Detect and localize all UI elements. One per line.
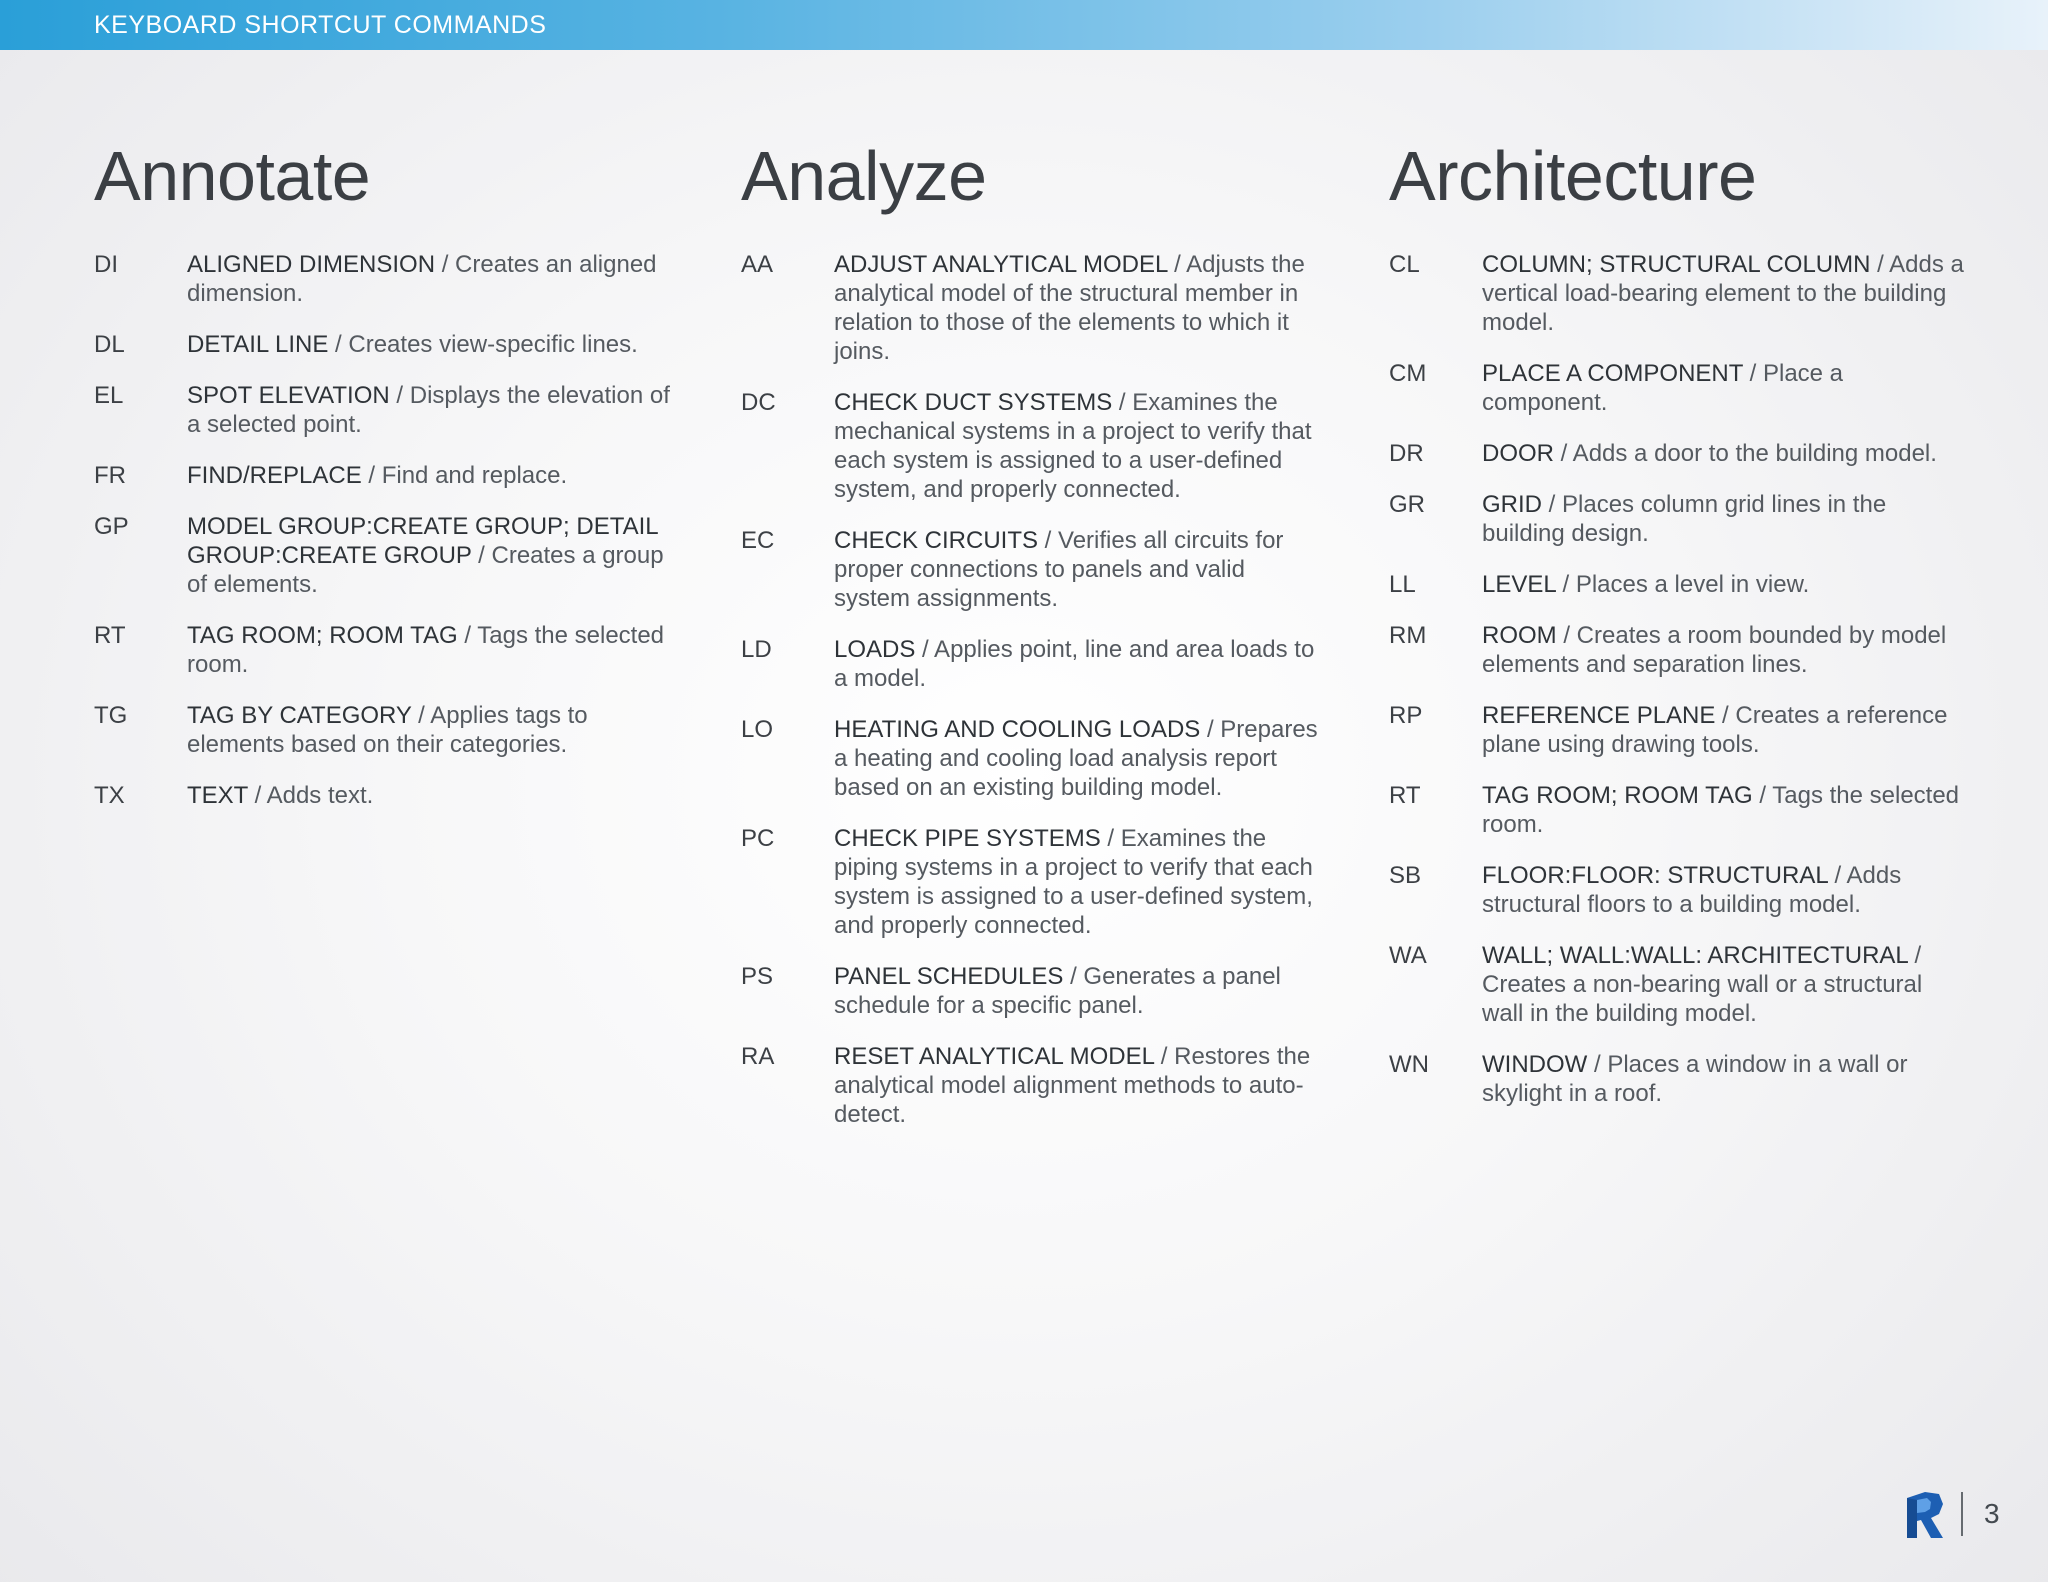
command-description: / Verifies all circuits for proper connections to panels and valid system assignments.	[834, 527, 1284, 612]
shortcut-text	[834, 824, 1321, 940]
shortcut-key: CM	[1389, 360, 1427, 387]
command-name: ADJUST ANALYTICAL MODEL	[834, 251, 1168, 278]
shortcut-entry	[1389, 621, 1969, 679]
shortcut-entry	[1389, 941, 1969, 1028]
shortcut-text	[1482, 861, 1969, 919]
shortcut-text	[834, 526, 1321, 613]
command-description: / Applies tags to elements based on their categories.	[187, 702, 588, 758]
shortcut-key: RT	[1389, 782, 1421, 809]
footer-divider	[1961, 1492, 1963, 1536]
shortcut-text	[1482, 490, 1969, 548]
shortcut-key: WN	[1389, 1051, 1429, 1078]
shortcut-key: FR	[94, 462, 126, 489]
shortcut-key: RP	[1389, 702, 1423, 729]
command-description: / Place a component.	[1482, 360, 1844, 416]
command-name: CHECK CIRCUITS	[834, 527, 1039, 554]
shortcut-entry	[741, 1042, 1321, 1129]
command-description: / Places a level in view.	[1555, 571, 1810, 598]
shortcut-entry	[1389, 439, 1969, 468]
command-description: / Creates an aligned dimension.	[187, 251, 657, 307]
command-description: / Creates a non-bearing wall or a structural wall in the building model.	[1482, 942, 1923, 1027]
command-name: MODEL GROUP:CREATE GROUP; DETAIL GROUP:CREATE GROUP	[187, 513, 658, 569]
shortcut-key: PS	[741, 963, 774, 990]
shortcut-text	[187, 701, 674, 759]
shortcut-entry	[741, 962, 1321, 1020]
shortcut-text	[834, 250, 1321, 366]
shortcut-key: LD	[741, 636, 772, 663]
shortcut-text	[187, 512, 674, 599]
shortcut-key: DI	[94, 251, 118, 278]
shortcut-text	[187, 250, 674, 308]
command-name: FIND/REPLACE	[187, 462, 362, 489]
command-name: CHECK PIPE SYSTEMS	[834, 825, 1101, 852]
shortcut-key: RM	[1389, 622, 1427, 649]
shortcut-key: EL	[94, 382, 124, 409]
command-name: DOOR	[1482, 440, 1554, 467]
shortcut-key: RT	[94, 622, 126, 649]
command-name: PLACE A COMPONENT	[1482, 360, 1743, 387]
shortcut-entry	[94, 621, 674, 679]
shortcut-key: GP	[94, 513, 129, 540]
command-description: / Creates a group of elements.	[187, 542, 664, 598]
command-description: / Adds a door to the building model.	[1554, 440, 1937, 467]
shortcut-text	[1482, 439, 1969, 468]
command-description: / Creates view-specific lines.	[328, 331, 638, 358]
shortcut-text	[834, 635, 1321, 693]
shortcut-entry	[94, 781, 674, 810]
shortcut-text	[187, 381, 674, 439]
shortcut-text	[834, 715, 1321, 802]
shortcut-text	[1482, 1050, 1969, 1108]
command-name: RESET ANALYTICAL MODEL	[834, 1043, 1155, 1070]
revit-logo-icon	[1903, 1490, 1947, 1540]
command-name: COLUMN; STRUCTURAL COLUMN	[1482, 251, 1871, 278]
command-name: WINDOW	[1482, 1051, 1588, 1078]
command-name: HEATING AND COOLING LOADS	[834, 716, 1201, 743]
command-name: TAG ROOM; ROOM TAG	[1482, 782, 1753, 809]
shortcut-text	[1482, 941, 1969, 1028]
shortcut-entry	[94, 512, 674, 599]
command-name: FLOOR:FLOOR: STRUCTURAL	[1482, 862, 1828, 889]
shortcut-entry	[741, 635, 1321, 693]
column-annotate	[94, 136, 674, 832]
command-description: / Adds structural floors to a building model.	[1482, 862, 1902, 918]
shortcut-key: TG	[94, 702, 128, 729]
shortcut-key: DC	[741, 389, 776, 416]
command-name: GRID	[1482, 491, 1542, 518]
command-description: / Adjusts the analytical model of the structural member in relation to those of the elements to which it joins.	[834, 251, 1305, 365]
shortcut-key: TX	[94, 782, 125, 809]
shortcut-text	[1482, 701, 1969, 759]
command-name: PANEL SCHEDULES	[834, 963, 1064, 990]
shortcut-entry	[94, 330, 674, 359]
shortcut-entry	[1389, 359, 1969, 417]
command-description: / Creates a reference plane using drawing tools.	[1482, 702, 1948, 758]
command-description: / Prepares a heating and cooling load analysis report based on an existing building model.	[834, 716, 1318, 801]
command-description: / Displays the elevation of a selected point.	[187, 382, 670, 438]
shortcut-text	[834, 388, 1321, 504]
command-description: / Places column grid lines in the building design.	[1482, 491, 1887, 547]
shortcut-key: WA	[1389, 942, 1427, 969]
column-heading: Analyze	[741, 137, 987, 215]
shortcut-entry	[741, 526, 1321, 613]
command-description: / Restores the analytical model alignment methods to auto-detect.	[834, 1043, 1311, 1128]
command-name: TAG BY CATEGORY	[187, 702, 412, 729]
command-description: / Find and replace.	[361, 462, 568, 489]
shortcut-entry	[1389, 701, 1969, 759]
shortcut-entry	[94, 701, 674, 759]
shortcut-key: EC	[741, 527, 775, 554]
shortcut-entry	[741, 250, 1321, 366]
shortcut-key: PC	[741, 825, 775, 852]
command-name: WALL; WALL:WALL: ARCHITECTURAL	[1482, 942, 1908, 969]
command-name: TAG ROOM; ROOM TAG	[187, 622, 458, 649]
shortcut-text	[834, 1042, 1321, 1129]
shortcut-key: GR	[1389, 491, 1425, 518]
page-number: 3	[1984, 1498, 2000, 1529]
shortcut-entry	[94, 381, 674, 439]
shortcut-key: LO	[741, 716, 774, 743]
command-name: SPOT ELEVATION	[187, 382, 390, 409]
shortcut-text	[1482, 570, 1969, 599]
command-name: ROOM	[1482, 622, 1557, 649]
command-name: LEVEL	[1482, 571, 1556, 598]
command-description: / Examines the piping systems in a project to verify that each system is assigned to a user-defined system, and properly connected.	[834, 825, 1313, 939]
shortcut-entry	[1389, 861, 1969, 919]
column-architecture	[1389, 136, 1969, 1130]
command-description: / Tags the selected room.	[187, 622, 665, 678]
shortcut-entry	[94, 461, 674, 490]
shortcut-key: DR	[1389, 440, 1424, 467]
command-description: / Applies point, line and area loads to a model.	[834, 636, 1315, 692]
shortcut-entry	[741, 715, 1321, 802]
shortcut-key: LL	[1389, 571, 1416, 598]
shortcut-entry	[1389, 1050, 1969, 1108]
command-name: ALIGNED DIMENSION	[187, 251, 436, 278]
shortcut-entry	[1389, 250, 1969, 337]
command-description: / Adds text.	[247, 782, 374, 809]
command-name: TEXT	[187, 782, 248, 809]
command-name: DETAIL LINE	[187, 331, 329, 358]
command-description: / Examines the mechanical systems in a project to verify that each system is assigned to a user-defined system, and properly connected.	[834, 389, 1312, 503]
shortcut-key: DL	[94, 331, 125, 358]
shortcut-text	[834, 962, 1321, 1020]
shortcut-entry	[741, 824, 1321, 940]
column-analyze	[741, 136, 1321, 1151]
shortcut-entry	[1389, 490, 1969, 548]
command-name: CHECK DUCT SYSTEMS	[834, 389, 1113, 416]
shortcut-text	[187, 461, 674, 490]
shortcut-key: SB	[1389, 862, 1422, 889]
command-name: REFERENCE PLANE	[1482, 702, 1716, 729]
shortcut-text	[187, 330, 674, 359]
command-description: / Places a window in a wall or skylight in a roof.	[1482, 1051, 1908, 1107]
command-description: / Creates a room bounded by model elements and separation lines.	[1482, 622, 1947, 678]
shortcut-key: RA	[741, 1043, 775, 1070]
header-title: KEYBOARD SHORTCUT COMMANDS	[94, 11, 547, 39]
column-heading: Annotate	[94, 137, 371, 215]
shortcut-entry	[94, 250, 674, 308]
shortcut-entry	[1389, 781, 1969, 839]
shortcut-text	[187, 781, 674, 810]
command-name: LOADS	[834, 636, 916, 663]
shortcut-entry	[741, 388, 1321, 504]
shortcut-key: AA	[741, 251, 774, 278]
shortcut-key: CL	[1389, 251, 1420, 278]
shortcut-text	[187, 621, 674, 679]
shortcut-text	[1482, 250, 1969, 337]
shortcut-text	[1482, 621, 1969, 679]
shortcut-entry	[1389, 570, 1969, 599]
column-heading: Architecture	[1389, 137, 1757, 215]
shortcut-text	[1482, 359, 1969, 417]
command-description: / Adds a vertical load-bearing element to the building model.	[1482, 251, 1964, 336]
command-description: / Tags the selected room.	[1482, 782, 1960, 838]
header-bar	[0, 0, 2048, 50]
shortcut-text	[1482, 781, 1969, 839]
command-description: / Generates a panel schedule for a specific panel.	[834, 963, 1281, 1019]
